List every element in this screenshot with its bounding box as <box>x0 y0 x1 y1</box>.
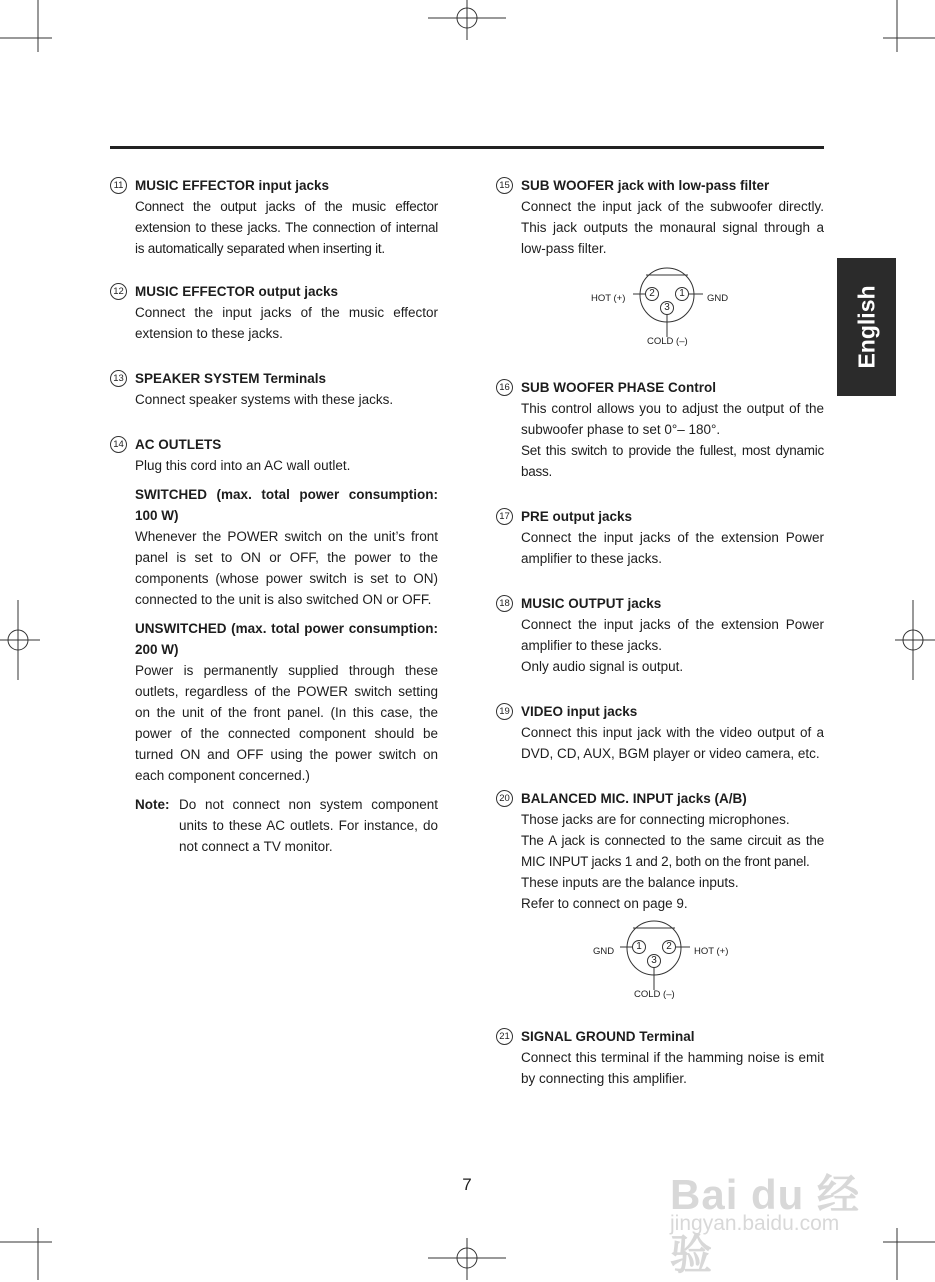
item-text: These inputs are the balance inputs. <box>521 875 739 890</box>
pin-number: 2 <box>645 287 659 301</box>
item-number: 19 <box>496 703 513 720</box>
note <box>135 794 438 857</box>
item-music-effector-output <box>110 281 438 344</box>
watermark <box>668 1140 883 1278</box>
item-number: 13 <box>110 370 127 387</box>
sub-woofer-connector-diagram <box>521 265 824 361</box>
unswitched-heading: UNSWITCHED (max. total power consumption: 200 W) <box>135 621 438 657</box>
header-rule <box>110 146 824 149</box>
item-text: Those jacks are for connecting microphones. <box>521 812 790 827</box>
watermark-logo-text: Bai du 经验 <box>670 1171 861 1278</box>
right-column <box>496 175 824 1089</box>
item-heading: PRE output jacks <box>521 509 633 524</box>
item-heading: MUSIC EFFECTOR output jacks <box>135 284 339 299</box>
item-ac-outlets <box>110 434 438 857</box>
pin-number: 1 <box>675 287 689 301</box>
item-text: Connect the output jacks of the music effector extension to these jacks. The connection of internal is automatically separated when inserting it. <box>135 199 438 256</box>
item-video-input <box>496 701 824 764</box>
item-music-output <box>496 593 824 677</box>
item-heading: SUB WOOFER jack with low-pass filter <box>521 178 770 193</box>
note-text: Do not connect non system component units to these AC outlets. For instance, do not connect a TV monitor. <box>179 797 438 854</box>
pin-number: 1 <box>632 940 646 954</box>
item-heading: VIDEO input jacks <box>521 704 638 719</box>
page-number: 7 <box>462 1175 472 1194</box>
item-heading: SUB WOOFER PHASE Control <box>521 380 716 395</box>
diagram-label-right: GND <box>707 293 729 304</box>
item-sub-woofer-jack <box>496 175 824 361</box>
item-number: 20 <box>496 790 513 807</box>
item-number: 16 <box>496 379 513 396</box>
item-sub-woofer-phase <box>496 377 824 482</box>
item-speaker-terminals <box>110 368 438 410</box>
diagram-label-right: HOT (+) <box>694 946 729 957</box>
item-text: Connect the input jack of the subwoofer directly. This jack outputs the monaural signal through a low-pass filter. <box>521 199 824 256</box>
watermark-url: jingyan.baidu.com <box>670 1212 840 1235</box>
diagram-label-bottom: COLD (–) <box>634 989 675 1000</box>
item-music-effector-input <box>110 175 438 259</box>
item-text: This control allows you to adjust the output of the subwoofer phase to set 0°– 180°. <box>521 401 824 437</box>
item-text: Connect the input jacks of the music effector extension to these jacks. <box>135 305 438 341</box>
item-text: Set this switch to provide the fullest, most dynamic bass. <box>521 443 824 479</box>
pin-number: 2 <box>662 940 676 954</box>
item-number: 11 <box>110 177 127 194</box>
item-number: 15 <box>496 177 513 194</box>
language-tab-label: English <box>853 285 879 369</box>
item-text: Only audio signal is output. <box>521 659 684 674</box>
diagram-label-bottom: COLD (–) <box>647 336 688 347</box>
item-number: 14 <box>110 436 127 453</box>
item-text: Connect the input jacks of the extension Power amplifier to these jacks. <box>521 530 824 566</box>
pin-number: 3 <box>647 954 661 968</box>
diagram-label-left: GND <box>593 946 615 957</box>
item-text: The A jack is connected to the same circuit as the MIC INPUT jacks 1 and 2, both on the front panel. <box>521 833 824 869</box>
item-heading: SPEAKER SYSTEM Terminals <box>135 371 327 386</box>
diagram-label-left: HOT (+) <box>591 293 626 304</box>
note-label: Note: <box>135 797 170 812</box>
item-number: 21 <box>496 1028 513 1045</box>
item-number: 12 <box>110 283 127 300</box>
item-text: Plug this cord into an AC wall outlet. <box>135 458 351 473</box>
item-balanced-mic-input <box>496 788 824 1016</box>
item-number: 18 <box>496 595 513 612</box>
left-column <box>110 175 438 857</box>
item-heading: MUSIC OUTPUT jacks <box>521 596 662 611</box>
item-heading: MUSIC EFFECTOR input jacks <box>135 178 330 193</box>
item-heading: BALANCED MIC. INPUT jacks (A/B) <box>521 791 747 806</box>
item-signal-ground <box>496 1026 824 1089</box>
item-pre-output <box>496 506 824 569</box>
language-tab <box>837 258 896 396</box>
unswitched-text: Power is permanently supplied through these outlets, regardless of the POWER switch setting on the unit of the front panel. (In this case, the power of the connected component should be turned ON and OFF using the power switch on each component concerned.) <box>135 663 438 783</box>
item-number: 17 <box>496 508 513 525</box>
mic-connector-diagram <box>521 920 824 1016</box>
item-heading: SIGNAL GROUND Terminal <box>521 1029 695 1044</box>
switched-heading: SWITCHED (max. total power consumption: 100 W) <box>135 487 438 523</box>
pin-number: 3 <box>660 301 674 315</box>
item-text: Connect this terminal if the hamming noise is emit by connecting this amplifier. <box>521 1050 824 1086</box>
item-text: Connect this input jack with the video output of a DVD, CD, AUX, BGM player or video camera, etc. <box>521 725 824 761</box>
switched-text: Whenever the POWER switch on the unit’s front panel is set to ON or OFF, the power to the components (whose power switch is set to ON) connected to the unit is also switched ON or OFF. <box>135 529 438 607</box>
item-text: Connect speaker systems with these jacks. <box>135 392 394 407</box>
item-text: Refer to connect on page 9. <box>521 896 688 911</box>
item-heading: AC OUTLETS <box>135 437 222 452</box>
item-text: Connect the input jacks of the extension Power amplifier to these jacks. <box>521 617 824 653</box>
